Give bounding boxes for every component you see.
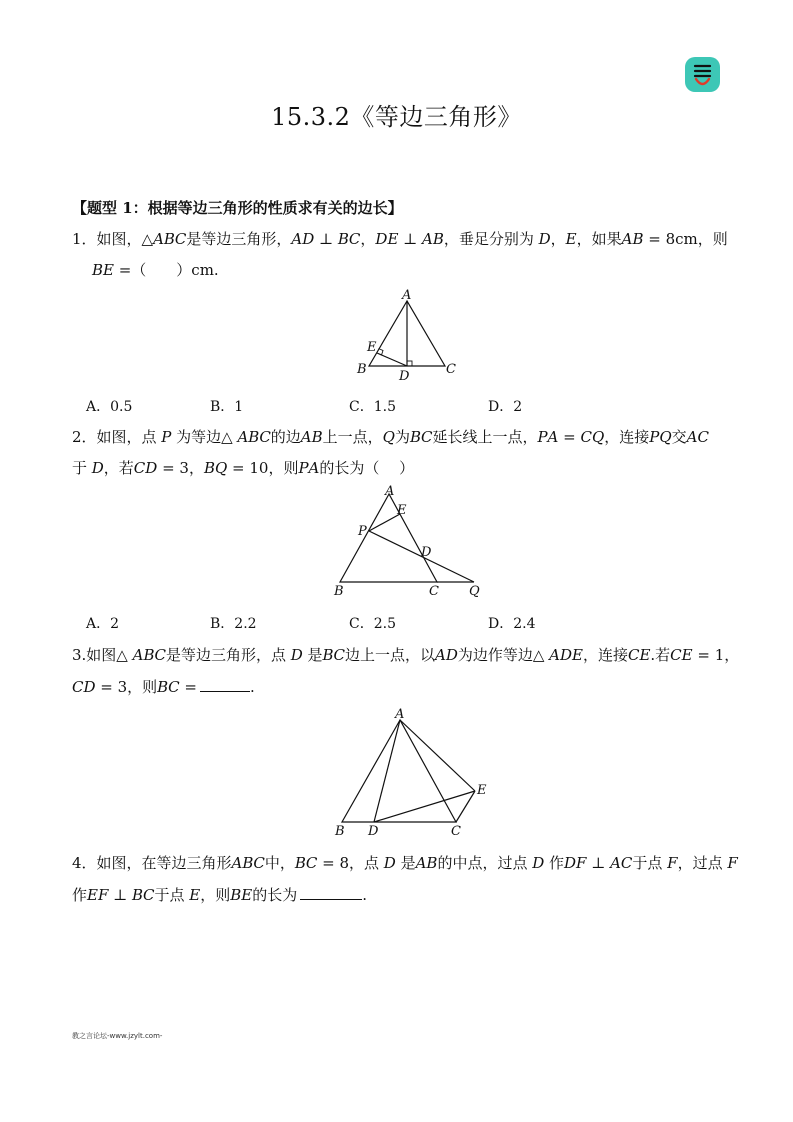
section-heading: 【题型 1：根据等边三角形的性质求有关的边长】 (72, 199, 403, 217)
q3-label-d: D (368, 824, 379, 839)
q2-label-p: P (358, 524, 367, 539)
q1-text-line1: 1．如图，△𝐴𝐵𝐶是等边三角形，𝐴𝐷 ⊥ 𝐵𝐶，𝐷𝐸 ⊥ 𝐴𝐵，垂足分别为 𝐷，𝐸，如果𝐴𝐵 = 8cm，则 (72, 230, 728, 248)
q3-text-line2 (72, 676, 255, 697)
q1-label-e: E (367, 340, 377, 355)
q2-label-d: D (421, 545, 432, 560)
q2-label-q: Q (469, 584, 480, 599)
q1-figure (350, 285, 460, 385)
q1-label-c: C (446, 362, 456, 377)
q4-answer-blank (300, 899, 362, 900)
q3-text-line1: 3.如图△ 𝐴𝐵𝐶是等边三角形，点 𝐷 是𝐵𝐶边上一点，以𝐴𝐷为边作等边△ 𝐴𝐷𝐸，连接𝐶𝐸.若𝐶𝐸 = 1， (72, 646, 740, 664)
document-logo-icon (685, 57, 720, 92)
q4-text-line2-end: . (362, 886, 367, 904)
q2-option-c: C．2.5 (349, 616, 396, 632)
q2-label-e: E (397, 503, 407, 518)
q3-text-line2-main: 𝐶𝐷 = 3，则𝐵𝐶 = (72, 678, 197, 696)
q3-figure (330, 700, 500, 840)
q1-option-a: A．0.5 (86, 399, 133, 415)
q3-label-b: B (335, 824, 345, 839)
page-footer: 教之言论坛-www.jzylt.com- (72, 1032, 163, 1040)
q2-label-b: B (334, 584, 344, 599)
q1-label-d: D (399, 369, 410, 384)
q3-text-line2-end: . (250, 678, 255, 696)
q1-text-line2: 𝐵𝐸 =（ ）cm. (92, 261, 219, 279)
q1-label-a: A (402, 288, 412, 303)
q1-label-b: B (357, 362, 367, 377)
q2-option-d: D．2.4 (488, 616, 536, 632)
q3-label-e: E (477, 783, 487, 798)
q3-label-c: C (451, 824, 461, 839)
q4-text-line2 (72, 884, 367, 905)
q4-text-line1: 4．如图，在等边三角形𝐴𝐵𝐶中，𝐵𝐶 = 8，点 𝐷 是𝐴𝐵的中点，过点 𝐷 作𝐷𝐹 ⊥ 𝐴𝐶于点 𝐹，过点 𝐹 (72, 854, 738, 872)
q2-label-a: A (385, 484, 395, 499)
q2-label-c: C (429, 584, 439, 599)
q4-text-line2-main: 作𝐸𝐹 ⊥ 𝐵𝐶于点 𝐸，则𝐵𝐸的长为 (72, 886, 298, 904)
q3-answer-blank (200, 691, 250, 692)
q2-figure (325, 480, 495, 602)
q2-option-a: A．2 (86, 616, 120, 632)
q2-text-line2: 于 𝐷，若𝐶𝐷 = 3，𝐵𝑄 = 10，则𝑃𝐴的长为（ ） (72, 459, 415, 477)
page-title: 15.3.2《等边三角形》 (271, 103, 522, 131)
q2-option-b: B．2.2 (210, 616, 257, 632)
q1-option-c: C．1.5 (349, 399, 396, 415)
q3-label-a: A (395, 707, 405, 722)
q2-text-line1: 2．如图，点 𝑃 为等边△ 𝐴𝐵𝐶的边𝐴𝐵上一点，𝑄为𝐵𝐶延长线上一点，𝑃𝐴 = 𝐶𝑄，连接𝑃𝑄交𝐴𝐶 (72, 428, 709, 446)
q1-option-d: D．2 (488, 399, 523, 415)
q1-option-b: B．1 (210, 399, 244, 415)
